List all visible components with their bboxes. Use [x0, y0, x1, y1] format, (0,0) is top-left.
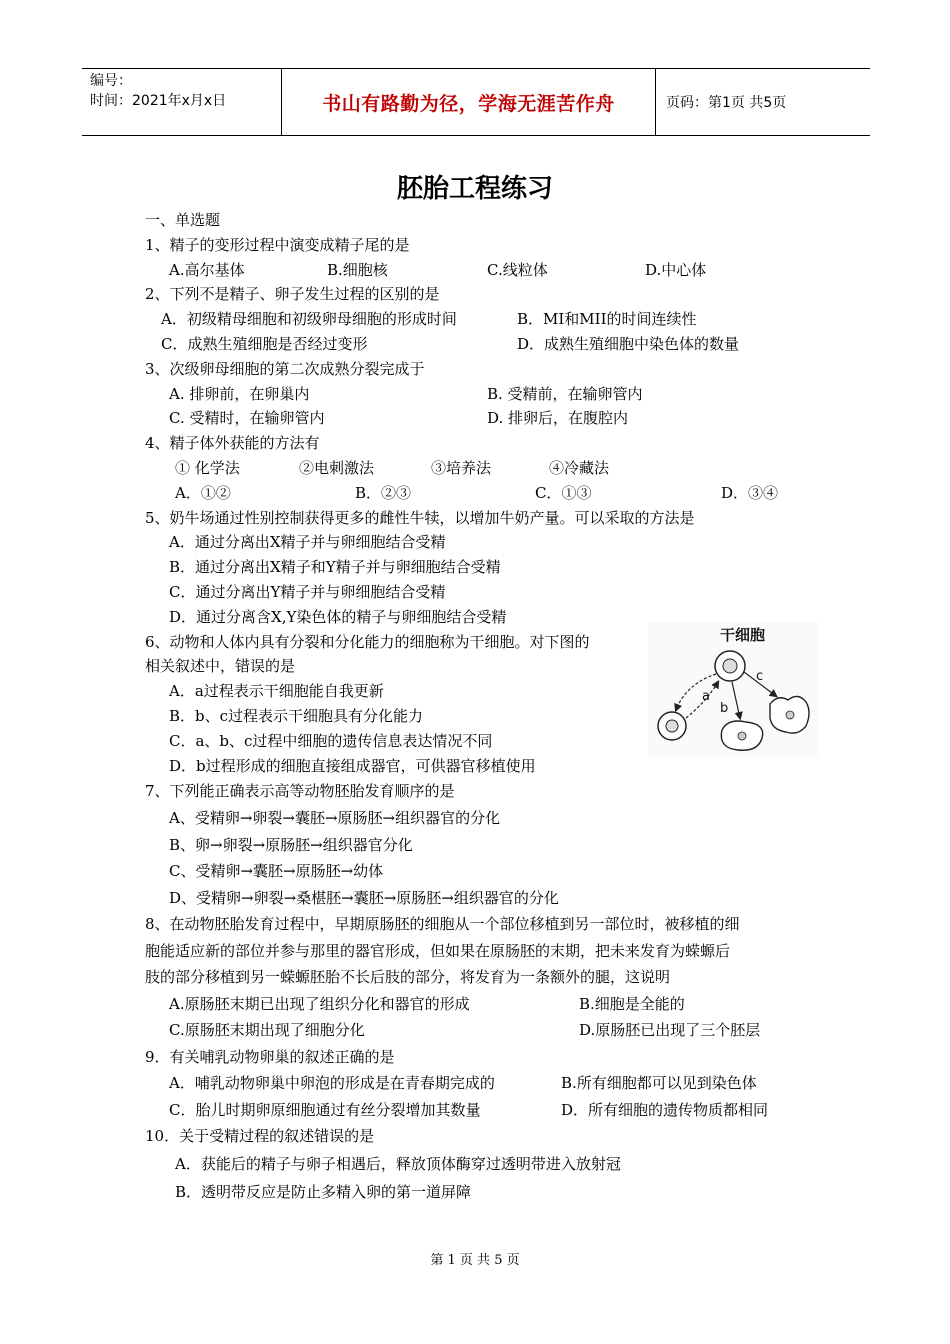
method-3: ③培养法	[431, 458, 492, 477]
question-stem: 6、动物和人体内具有分裂和分化能力的细胞称为干细胞。对下图的	[145, 632, 590, 651]
stem-cell-nucleus	[723, 659, 737, 673]
question-stem: 5、奶牛场通过性别控制获得更多的雌性牛犊，以增加牛奶产量。可以采取的方法是	[145, 508, 695, 527]
question-methods	[145, 456, 815, 481]
option-a: A．初级精母细胞和初级卵母细胞的形成时间	[161, 310, 457, 329]
option-b: B．透明带反应是防止多精入卵的第一道屏障	[175, 1182, 472, 1201]
question-options	[145, 1097, 815, 1124]
question-stem: 3、次级卵母细胞的第二次成熟分裂完成于	[145, 359, 425, 378]
question-stem: 8、在动物胚胎发育过程中，早期原肠胚的细胞从一个部位移植到另一部位时，被移植的细	[145, 915, 740, 934]
option-a: A．通过分离出X精子并与卵细胞结合受精	[169, 533, 446, 552]
question-stem: 7、下列能正确表示高等动物胚胎发育顺序的是	[145, 782, 455, 801]
cell-c-nucleus	[786, 711, 794, 719]
option-b: B．通过分离出X精子和Y精子并与卵细胞结合受精	[169, 558, 501, 577]
option-a: A.高尔基体	[169, 260, 245, 279]
option-b: B、卵→卵裂→原肠胚→组织器官分化	[169, 835, 413, 854]
question-options	[145, 307, 815, 332]
question-stem: 10．关于受精过程的叙述错误的是	[145, 1127, 375, 1146]
option-c: C．通过分离出Y精子并与卵细胞结合受精	[169, 582, 446, 601]
option-b: B.细胞是全能的	[579, 994, 685, 1013]
label-a: a	[702, 689, 710, 704]
option-d: D.原肠胚已出现了三个胚层	[579, 1021, 761, 1040]
option-a: A.原肠胚末期已出现了组织分化和器官的形成	[169, 994, 470, 1013]
question-stem: 4、精子体外获能的方法有	[145, 434, 320, 453]
question-stem-cont: 相关叙述中，错误的是	[145, 657, 296, 676]
question-options	[145, 332, 815, 357]
question-stem-cont: 肢的部分移植到另一蝾螈胚胎不长后肢的部分，将发育为一条额外的腿，这说明	[145, 968, 671, 987]
header-page-info: 页码：第1页 共5页	[666, 95, 787, 111]
figure-label: 干细胞	[720, 626, 766, 644]
cell-b-nucleus	[738, 732, 746, 740]
option-c: C.原肠胚末期出现了细胞分化	[169, 1021, 365, 1040]
question-stem: 2、下列不是精子、卵子发生过程的区别的是	[145, 285, 440, 304]
header-motto: 书山有路勤为径，学海无涯苦作舟	[282, 69, 656, 135]
option-b: B.细胞核	[327, 260, 388, 279]
method-1: ① 化学法	[175, 458, 240, 477]
page-title: 胚胎工程练习	[396, 174, 553, 204]
stem-cell-daughter-nucleus	[666, 720, 678, 732]
question-stem: 1、精子的变形过程中演变成精子尾的是	[145, 235, 410, 254]
document-header	[82, 68, 870, 136]
option-d: D. 排卵后，在腹腔内	[487, 409, 629, 428]
option-a: A．哺乳动物卵巢中卵泡的形成是在青春期完成的	[169, 1074, 495, 1093]
section-heading: 一、单选题	[145, 211, 221, 229]
option-b: B．b、c过程表示干细胞具有分化能力	[169, 706, 424, 725]
question-options	[145, 991, 815, 1018]
label-b: b	[720, 701, 729, 716]
option-c: C．a、b、c过程中细胞的遗传信息表达情况不同	[169, 731, 493, 750]
option-a: A．①②	[175, 483, 231, 502]
option-a: A．获能后的精子与卵子相遇后，释放顶体酶穿过透明带进入放射冠	[175, 1154, 621, 1173]
question-options	[145, 481, 815, 506]
question-options	[145, 258, 815, 283]
number-label: 编号：	[90, 73, 132, 89]
option-c: C．①③	[535, 483, 592, 502]
option-d: D．成熟生殖细胞中染色体的数量	[517, 334, 740, 353]
option-d: D．所有细胞的遗传物质都相同	[561, 1100, 769, 1119]
option-b: B.所有细胞都可以见到染色体	[561, 1074, 757, 1093]
stem-cell-diagram	[648, 622, 818, 757]
option-b: B．MI和MII的时间连续性	[517, 310, 697, 329]
option-b: B. 受精前，在输卵管内	[487, 384, 643, 403]
label-c: c	[756, 669, 764, 684]
option-d: D．通过分离含X,Y染色体的精子与卵细胞结合受精	[169, 607, 507, 626]
option-b: B．②③	[355, 483, 412, 502]
option-a: A、受精卵→卵裂→囊胚→原肠胚→组织器官的分化	[169, 809, 501, 828]
option-c: C、受精卵→囊胚→原肠胚→幼体	[169, 862, 384, 881]
stem-cell-figure	[648, 622, 818, 757]
time-label: 时间：2021年x月x日	[90, 93, 227, 109]
option-c: C．胎儿时期卵原细胞通过有丝分裂增加其数量	[169, 1100, 481, 1119]
question-stem-cont: 胞能适应新的部位并参与那里的器官形成，但如果在原肠胚的末期，把未来发育为蝾螈后	[145, 941, 731, 960]
option-d: D．b过程形成的细胞直接组成器官，可供器官移植使用	[169, 756, 536, 775]
header-meta	[82, 69, 282, 135]
question-options	[145, 1017, 815, 1044]
option-d: D、受精卵→卵裂→桑椹胚→囊胚→原肠胚→组织器官的分化	[169, 888, 559, 907]
question-options	[145, 382, 815, 407]
option-c: C.线粒体	[487, 260, 548, 279]
option-d: D.中心体	[645, 260, 707, 279]
question-options	[145, 406, 815, 431]
option-c: C．成熟生殖细胞是否经过变形	[161, 334, 368, 353]
option-c: C. 受精时，在输卵管内	[169, 409, 325, 428]
question-options	[145, 1070, 815, 1097]
option-a: A．a过程表示干细胞能自我更新	[169, 682, 384, 701]
method-4: ④冷藏法	[549, 458, 610, 477]
option-d: D．③④	[721, 483, 779, 502]
question-stem: 9．有关哺乳动物卵巢的叙述正确的是	[145, 1047, 395, 1066]
page-footer: 第 1 页 共 5 页	[430, 1253, 520, 1268]
method-2: ②电刺激法	[299, 458, 375, 477]
option-a: A. 排卵前，在卵巢内	[169, 384, 310, 403]
